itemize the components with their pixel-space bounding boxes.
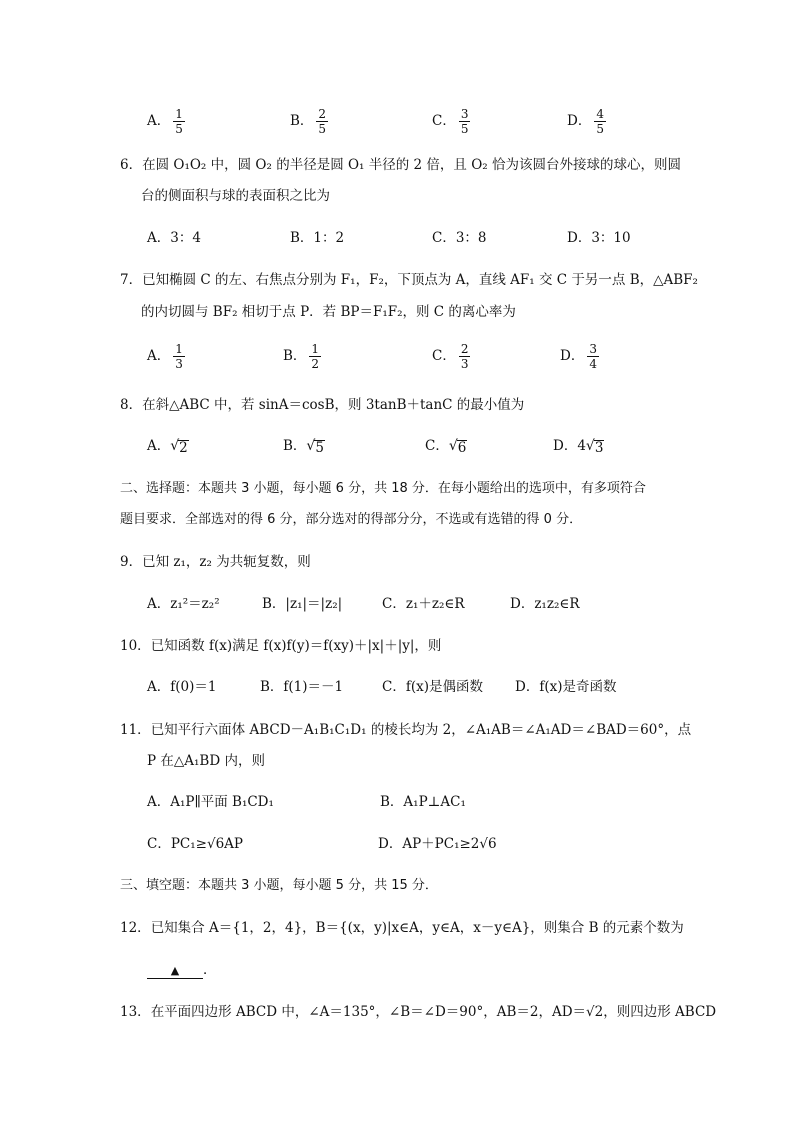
option-b: B． $\frac{2}{5}$ bbox=[290, 107, 327, 136]
q8-line1: 8．在斜△ABC 中，若 sinA＝cosB，则 3tanB＋tanC 的最小值为 bbox=[120, 397, 525, 413]
q13-line1: 13．在平面四边形 ABCD 中，∠A＝135°，∠B＝∠D＝90°，AB＝2，AD＝√2，则四边形 ABCD bbox=[120, 1004, 717, 1020]
q9-option-c: C．z₁＋z₂∈R bbox=[382, 596, 465, 612]
q10-line1: 10．已知函数 f(x)满足 f(x)f(y)＝f(xy)＋|x|＋|y|，则 bbox=[120, 638, 442, 654]
q6-line1: 6．在圆 O₁O₂ 中，圆 O₂ 的半径是圆 O₁ 半径的 2 倍，且 O₂ 恰为该圆台外接球的球心，则圆 bbox=[120, 157, 681, 173]
q8-option-b: B． √ 5 bbox=[283, 438, 324, 456]
q12-answer-line: ▲ ． bbox=[147, 960, 217, 980]
q9-option-b: B．|z₁|＝|z₂| bbox=[262, 596, 343, 612]
q7-option-d: D． $\frac{3}{4}$ bbox=[560, 342, 597, 371]
option-c: C． $\frac{3}{5}$ bbox=[432, 107, 469, 136]
q9-option-a: A．z₁²＝z₂² bbox=[147, 596, 220, 612]
q7-option-a: A． $\frac{1}{3}$ bbox=[147, 342, 183, 371]
q10-option-c: C．f(x)是偶函数 bbox=[382, 679, 483, 695]
q7-line2: 的内切圆与 BF₂ 相切于点 P．若 BP＝F₁F₂，则 C 的离心率为 bbox=[141, 304, 516, 320]
answer-blank[interactable]: ▲ bbox=[147, 964, 203, 979]
section-2-heading-line2: 题目要求．全部选对的得 6 分，部分选对的得部分分，不选或有选错的得 0 分． bbox=[120, 512, 583, 527]
q11-option-c: C．PC₁≥√6AP bbox=[147, 836, 243, 852]
q10-option-a: A．f(0)＝1 bbox=[147, 679, 217, 695]
section-2-heading-line1: 二、选择题：本题共 3 小题，每小题 6 分，共 18 分．在每小题给出的选项中，有多项符合 bbox=[120, 481, 646, 496]
q6-line2: 台的侧面积与球的表面积之比为 bbox=[141, 188, 330, 204]
q11-option-d: D．AP＋PC₁≥2√6 bbox=[378, 836, 497, 852]
q9-option-d: D．z₁z₂∈R bbox=[510, 596, 580, 612]
q7-option-c: C． $\frac{2}{3}$ bbox=[432, 342, 469, 371]
option-a: A． $\frac{1}{5}$ bbox=[147, 107, 183, 136]
q6-option-a: A．3：4 bbox=[147, 230, 201, 246]
q7-option-b: B． $\frac{1}{2}$ bbox=[283, 342, 320, 371]
q11-option-b: B．A₁P⊥AC₁ bbox=[380, 794, 466, 810]
section-3-heading: 三、填空题：本题共 3 小题，每小题 5 分，共 15 分． bbox=[120, 878, 438, 893]
q8-option-d: D．4 √ 3 bbox=[553, 438, 604, 456]
q6-option-b: B．1：2 bbox=[290, 230, 345, 246]
q11-option-a: A．A₁P∥平面 B₁CD₁ bbox=[147, 794, 274, 810]
q10-option-b: B．f(1)＝－1 bbox=[260, 679, 344, 695]
q12-line1: 12．已知集合 A＝{1，2，4}，B＝{(x，y)|x∈A，y∈A，x－y∈A}，则集合 B 的元素个数为 bbox=[120, 920, 684, 936]
q7-line1: 7．已知椭圆 C 的左、右焦点分别为 F₁，F₂，下顶点为 A，直线 AF₁ 交 C 于另一点 B，△ABF₂ bbox=[120, 272, 698, 288]
q8-option-c: C． √ 6 bbox=[425, 438, 467, 456]
q8-option-a: A． √ 2 bbox=[147, 438, 188, 456]
q6-option-c: C．3：8 bbox=[432, 230, 487, 246]
q11-line2: P 在△A₁BD 内，则 bbox=[147, 753, 265, 769]
q10-option-d: D．f(x)是奇函数 bbox=[515, 679, 617, 695]
option-d: D． $\frac{4}{5}$ bbox=[567, 107, 604, 136]
q6-option-d: D．3：10 bbox=[567, 230, 631, 246]
q11-line1: 11．已知平行六面体 ABCD－A₁B₁C₁D₁ 的棱长均为 2，∠A₁AB＝∠A₁AD＝∠BAD＝60°，点 bbox=[120, 722, 692, 738]
q9-line1: 9．已知 z₁，z₂ 为共轭复数，则 bbox=[120, 554, 311, 570]
